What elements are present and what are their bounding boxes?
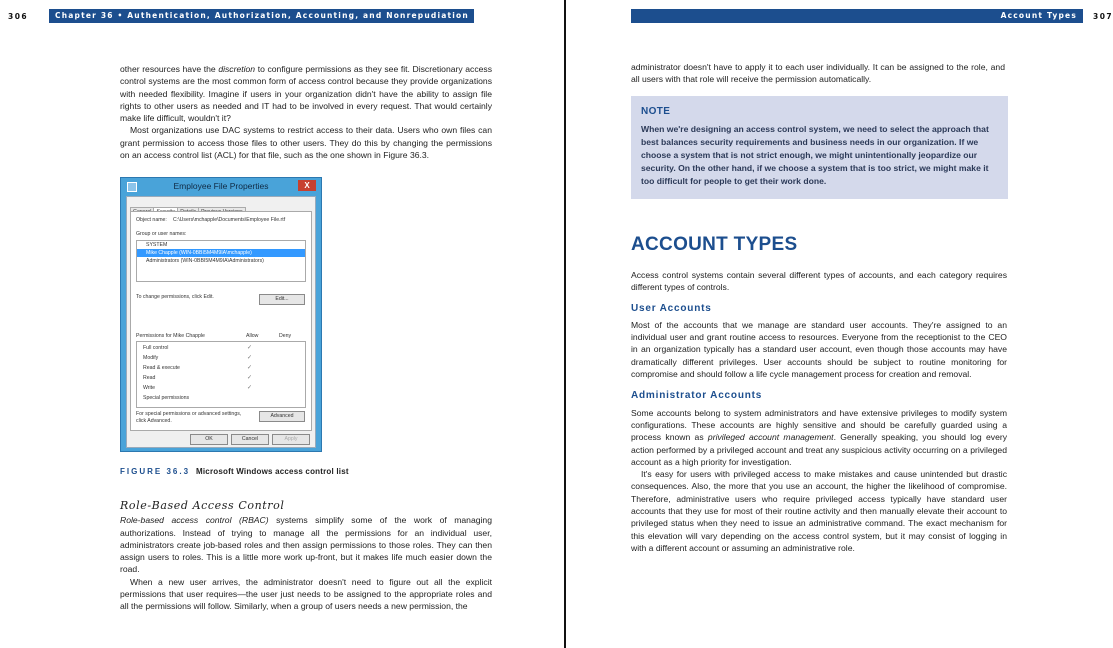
figure-caption	[120, 467, 349, 476]
note-text: When we're designing an access control system, we need to select the approach that best balances security requirements and business needs in our organization. If we choose a system that is not strict enough, we might unintentionally jeopardize our security. On the other hand, if we choose a system that is too strict, we might make it too difficult for people to get their work done.	[641, 124, 989, 186]
rbac-section	[120, 500, 492, 613]
left-page-number: 306	[8, 12, 29, 21]
dialog-title: Employee File Properties	[173, 181, 269, 191]
permissions-list	[136, 341, 306, 408]
check-icon: ✓	[247, 345, 253, 351]
edit-button[interactable]: Edit...	[259, 294, 305, 305]
right-page-number: 307	[1093, 12, 1113, 21]
advanced-button[interactable]: Advanced	[259, 411, 305, 422]
change-permissions-text: To change permissions, click Edit.	[136, 294, 214, 300]
security-panel	[130, 211, 312, 431]
deny-label: Deny	[279, 333, 292, 339]
list-item[interactable]: Mike Chapple (WIN-0BBI5M4M9IA\mchapple)	[137, 249, 305, 257]
list-item[interactable]: Administrators (WIN-0BBI5M4M9IA\Administrators)	[146, 258, 264, 264]
left-para-1: other resources have the discretion to configure permissions as they see fit. Discretionary access control systems are the most common form of access control because they provide organizations with needed flexibility. Imagine if users in your organization didn't have the ability to assign file rights to other users as needed and IT had to be involved in every request. That would certainly make life difficult, wouldn't it?	[120, 64, 493, 124]
check-icon: ✓	[247, 385, 253, 391]
user-accounts-heading: User Accounts	[631, 302, 712, 314]
group-label: Group or user names:	[136, 231, 187, 237]
page-spine	[564, 0, 566, 648]
section-title: ACCOUNT TYPES	[631, 234, 798, 255]
rbac-heading: Role-Based Access Control	[120, 499, 285, 512]
permission-row: Special permissions	[143, 395, 190, 401]
file-icon	[127, 182, 137, 192]
chapter-header-text: Chapter 36 • Authentication, Authorization, Accounting, and Nonrepudiation	[55, 11, 469, 20]
check-icon: ✓	[247, 365, 253, 371]
rbac-para-2: When a new user arrives, the administrator doesn't need to figure out all the explicit permissions that user requires—the user just needs to be assigned to the appropriate roles and all the permissions will follow. Similarly, when a group of users needs a new permission, the	[120, 576, 492, 612]
right-header-bar	[631, 9, 1083, 23]
dialog-tabs	[130, 200, 245, 211]
apply-button[interactable]: Apply	[272, 434, 310, 445]
ok-button[interactable]: OK	[190, 434, 228, 445]
account-types-content	[631, 269, 1007, 554]
cancel-button[interactable]: Cancel	[231, 434, 269, 445]
permission-row: Read & execute	[143, 365, 180, 371]
permission-row: Modify	[143, 355, 159, 361]
note-title: NOTE	[641, 106, 671, 117]
close-icon[interactable]: X	[298, 180, 316, 191]
left-para-2: Most organizations use DAC systems to restrict access to their data. Users who own files can grant permission to access those files to other users. They do this by changing the permissions on an access control list (ACL) for that file, such as the one shown in Figure 36.3.	[120, 125, 492, 161]
dialog-titlebar	[121, 178, 321, 195]
file-properties-dialog	[120, 177, 322, 452]
list-item[interactable]: SYSTEM	[146, 242, 168, 248]
dialog-body	[126, 196, 316, 448]
permission-row: Read	[143, 375, 156, 381]
check-icon: ✓	[247, 375, 253, 381]
right-para-top: administrator doesn't have to apply it to each user individually. It can be assigned to the role, and all users with that role will receive the permission automatically.	[631, 62, 1005, 85]
permission-row: Full control	[143, 345, 169, 351]
right-top-text	[631, 61, 1005, 86]
right-header-text: Account Types	[1000, 11, 1077, 20]
special-permissions-text: For special permissions or advanced settings, click Advanced.	[136, 411, 242, 424]
figure-caption-text: Microsoft Windows access control list	[196, 467, 349, 476]
admin-para-2: It's easy for users with privileged access to make mistakes and cause unintended but drastic consequences. Also, the more that you use an account, the higher the likelihood of compromise. Therefore, administrative users who require privileged access typically have standard user accounts that they use for most of their routine activity and then manually elevate their account to privileged status when they need to issue an administrative command. The exact mechanism for this elevation will vary depending on the access control system, but it may consist of logging in with a different account or assuming an administrative role.	[631, 469, 1007, 553]
user-list[interactable]	[136, 240, 306, 282]
chapter-header-bar	[49, 9, 474, 23]
check-icon: ✓	[247, 355, 253, 361]
section-intro: Access control systems contain several different types of accounts, and each category requires different types of controls.	[631, 270, 1007, 293]
object-name-label: Object name:	[136, 217, 167, 223]
rbac-para-1: Role-based access control (RBAC) systems simplify some of the work of managing authorizations. Instead of trying to manage all the permissions for an individual user, administrators create job-based roles and then assign permissions to those roles. They can then assign users to roles. This is a little more work up-front, but it makes life much easier down the road.	[120, 515, 492, 575]
admin-accounts-heading: Administrator Accounts	[631, 390, 763, 402]
user-accounts-text: Most of the accounts that we manage are standard user accounts. They're assigned to an individual user and grant routine access to resources. Everyone from the receptionist to the CEO in an organization typically has a standard user account, even though those accounts may have dramatically different privileges. User accounts should be subject to routine monitoring for compromise and should follow a life cycle management process for creation and removal.	[631, 319, 1007, 380]
allow-label: Allow	[246, 333, 259, 339]
note-box	[631, 96, 1008, 199]
object-name-value: C:\Users\mchapple\Documents\Employee File.rtf	[173, 217, 286, 223]
permissions-for-label: Permissions for Mike Chapple	[136, 333, 205, 339]
admin-para-1: Some accounts belong to system administrators and have extensive privileges to modify system configurations. These accounts are highly sensitive and should be carefully guarded using a process known as privileged account management. Generally speaking, you should log every action performed by a privileged account and treat any suspicious activity occurring on a privileged account as a high priority for investigation.	[631, 407, 1008, 467]
permission-row: Write	[143, 385, 156, 391]
left-intro-text	[120, 63, 492, 161]
figure-label: FIGURE 36.3	[120, 467, 191, 476]
